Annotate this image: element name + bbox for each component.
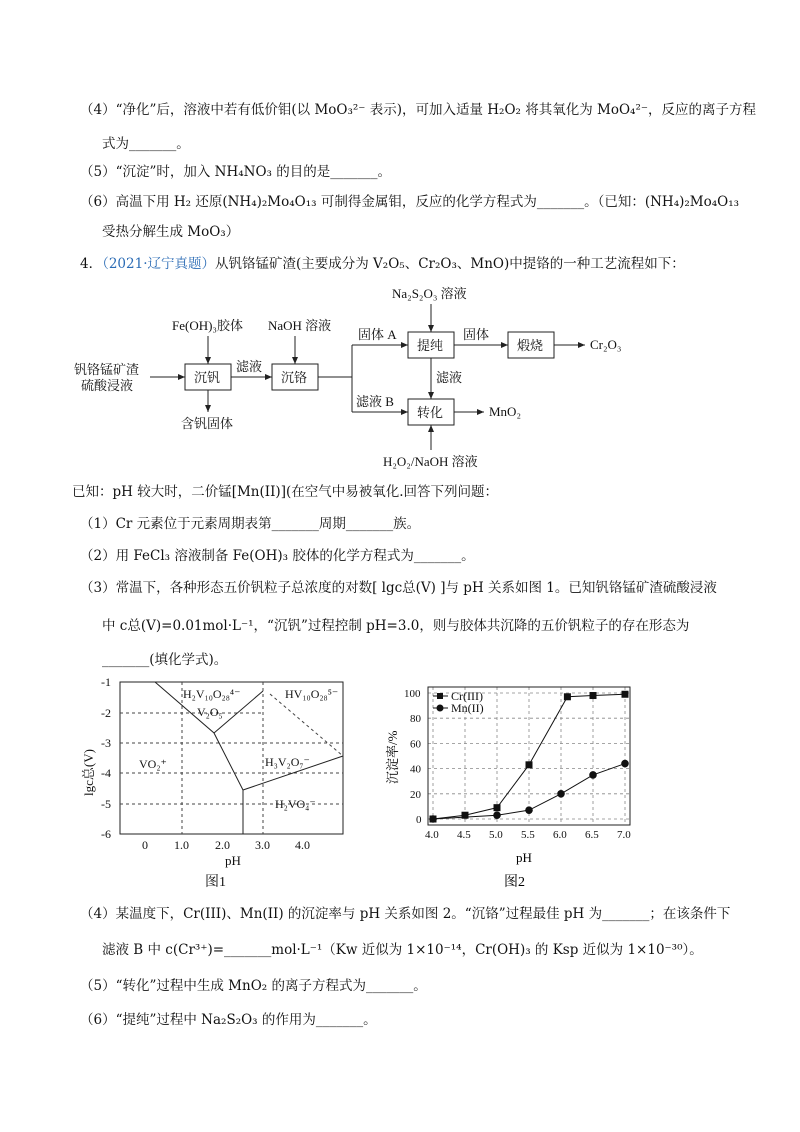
q4-part4-line1: （4）某温度下，Cr(III)、Mn(II) 的沉淀率与 pH 关系如图 2。“沉铬”过程最佳 pH 为_______；在该条件下 xyxy=(80,906,731,922)
fig1-ylabel: lgc总(V) xyxy=(81,749,96,796)
figure2-precipitation-chart xyxy=(378,676,658,891)
legend-mn: Mn(II) xyxy=(451,701,484,715)
fig2-point-mn xyxy=(557,790,565,798)
flow-lvye: 滤液 xyxy=(236,359,263,374)
q4-number: 4． xyxy=(80,256,103,272)
fig2-point-mn xyxy=(621,760,629,768)
q4-source-tag: （2021·辽宁真题） xyxy=(102,256,215,272)
flow-feed-2: 硫酸浸液 xyxy=(81,378,134,393)
flow-mno2: MnO₂ xyxy=(489,404,521,419)
fig2-ytick: 100 xyxy=(404,688,421,700)
fig2-point-mn xyxy=(429,815,437,823)
q4-part3-line3: _______(填化学式)。 xyxy=(102,652,228,668)
flow-feoh3: Fe(OH)₃胶体 xyxy=(172,318,243,333)
fig2-ytick: 20 xyxy=(410,788,421,801)
fig2-point-mn xyxy=(493,811,501,819)
q4-part1: （1）Cr 元素位于元素周期表第_______周期_______族。 xyxy=(80,516,421,532)
fig2-xlabel: pH xyxy=(516,850,532,865)
flow-lvye2: 滤液 xyxy=(436,370,463,385)
fig1-ytick: -5 xyxy=(101,797,111,811)
fig2-xtick: 5.0 xyxy=(489,829,503,841)
fig1-region-h2v10o28: H₂V₁₀O₂₈⁴⁻ xyxy=(183,687,241,701)
fig2-xtick: 7.0 xyxy=(617,829,631,841)
flow-box-zhuanhua-label: 转化 xyxy=(417,405,444,420)
flow-h2o2-naoh: H₂O₂/NaOH 溶液 xyxy=(383,454,478,469)
fig2-point-mn xyxy=(525,806,533,814)
q3-part5: （5）“沉淀”时，加入 NH₄NO₃ 的目的是_______。 xyxy=(80,164,392,180)
q3-part4-line2: 式为_______。 xyxy=(102,136,190,152)
fig1-region-vo2: VO₂⁺ xyxy=(139,757,167,771)
fig1-region-h2vo4: H₂VO₄⁻ xyxy=(275,797,316,811)
legend-cr: Cr(III) xyxy=(451,689,483,703)
fig1-ytick: -4 xyxy=(101,766,111,780)
fig1-ytick: -1 xyxy=(101,676,111,689)
fig1-ytick: -6 xyxy=(101,827,111,841)
fig2-ytick: 80 xyxy=(410,713,421,726)
fig2-point-cr xyxy=(564,693,571,700)
fig2-point-cr xyxy=(494,804,501,811)
fig2-point-cr xyxy=(526,761,533,768)
fig1-region-v2o5: V₂O₅ xyxy=(197,705,223,719)
fig1-xtick: 2.0 xyxy=(215,838,230,852)
process-flowchart xyxy=(0,276,800,476)
flow-box-duanshao-label: 煅烧 xyxy=(517,338,544,353)
q4-part2: （2）用 FeCl₃ 溶液制备 Fe(OH)₃ 胶体的化学方程式为_______。 xyxy=(80,548,475,564)
fig2-xtick: 6.0 xyxy=(553,829,567,841)
q4-part5: （5）“转化”过程中生成 MnO₂ 的离子方程式为_______。 xyxy=(80,978,427,994)
fig2-point-mn xyxy=(589,771,597,779)
q4-part3-line2: 中 c总(V)=0.01mol·L⁻¹，“沉钒”过程控制 pH=3.0，则与胶体共沉降的五价钒粒子的存在形态为 xyxy=(102,618,690,634)
fig1-xtick: 0 xyxy=(142,838,148,852)
q3-part6-line1: （6）高温下用 H₂ 还原(NH₄)₂Mo₄O₁₃ 可制得金属钼，反应的化学方程式为_______。（已知：(NH₄)₂Mo₄O₁₃ xyxy=(80,194,740,210)
fig2-xtick: 5.5 xyxy=(521,829,535,841)
fig1-ytick: -2 xyxy=(101,706,111,720)
flow-na2s2o3: Na₂S₂O₃ 溶液 xyxy=(392,286,467,301)
q4-part4-line2: 滤液 B 中 c(Cr³⁺)=_______mol·L⁻¹（Kw 近似为 1×10⁻¹⁴，Cr(OH)₃ 的 Ksp 近似为 1×10⁻³⁰）。 xyxy=(102,942,703,958)
fig2-xtick: 4.5 xyxy=(457,829,471,841)
fig1-xtick: 4.0 xyxy=(295,838,310,852)
fig1-xlabel: pH xyxy=(225,853,241,868)
fig1-caption: 图1 xyxy=(205,875,226,890)
fig2-ylabel: 沉淀率/% xyxy=(385,730,400,784)
flow-guti-a: 固体 A xyxy=(358,327,397,342)
fig2-ytick: 40 xyxy=(410,763,421,776)
q4-heading xyxy=(80,254,685,274)
flow-feed-1: 钒铬锰矿渣 xyxy=(74,362,140,377)
fig2-xtick: 6.5 xyxy=(585,829,599,841)
fig2-ytick: 0 xyxy=(416,814,422,826)
flow-box-chenge-label: 沉铬 xyxy=(281,370,308,385)
flow-lvye-b: 滤液 B xyxy=(356,394,394,409)
fig1-xtick: 1.0 xyxy=(174,838,189,852)
fig2-caption: 图2 xyxy=(504,875,525,890)
flow-hanfan: 含钒固体 xyxy=(181,416,234,431)
fig1-xtick: 3.0 xyxy=(255,838,270,852)
flow-cr2o3: Cr₂O₃ xyxy=(590,337,622,352)
flow-guti: 固体 xyxy=(463,327,490,342)
fig2-point-cr xyxy=(622,691,629,698)
flow-box-tichun-label: 提纯 xyxy=(417,338,444,353)
q4-part6: （6）“提纯”过程中 Na₂S₂O₃ 的作用为_______。 xyxy=(80,1012,377,1028)
fig1-region-h3v2o7: H₃V₂O₇⁻ xyxy=(265,755,310,769)
flow-box-chenfan-label: 沉钒 xyxy=(194,370,221,385)
q3-part6-line2: 受热分解生成 MoO₃） xyxy=(102,224,240,240)
fig2-xtick: 4.0 xyxy=(425,829,439,841)
fig1-ytick: -3 xyxy=(101,736,111,750)
figure1-phase-diagram xyxy=(75,676,375,891)
legend-mn-marker xyxy=(437,705,444,712)
legend-cr-marker xyxy=(437,693,443,699)
flow-naoh: NaOH 溶液 xyxy=(268,318,332,333)
fig1-region-hv10o28: HV₁₀O₂₈⁵⁻ xyxy=(285,687,339,701)
fig2-ytick: 60 xyxy=(410,738,421,751)
q4-stem: 从钒铬锰矿渣(主要成分为 V₂O₅、Cr₂O₃、MnO)中提铬的一种工艺流程如下： xyxy=(215,256,685,272)
known-condition: 已知：pH 较大时，二价锰[Mn(II)](在空气中易被氧化.回答下列问题： xyxy=(72,484,499,500)
q4-part3-line1: （3）常温下，各种形态五价钒粒子总浓度的对数[ lgc总(V) ]与 pH 关系如图 1。已知钒铬锰矿渣硫酸浸液 xyxy=(80,580,717,596)
fig2-point-cr xyxy=(590,692,597,699)
q3-part4-line1: （4）“净化”后，溶液中若有低价钼(以 MoO₃²⁻ 表示)，可加入适量 H₂O₂ 将其氧化为 MoO₄²⁻，反应的离子方程 xyxy=(80,102,756,118)
